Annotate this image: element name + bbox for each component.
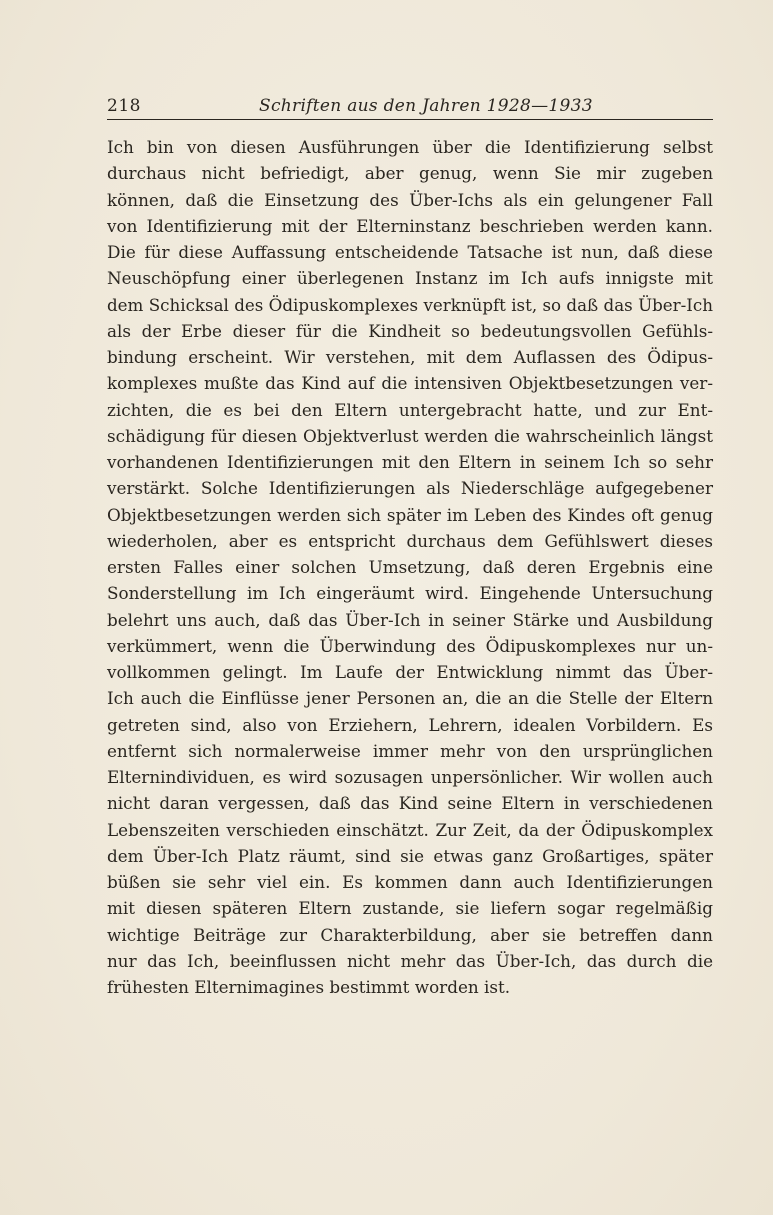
text-line: Die für diese Auffassung entscheidende Tatsache ist nun, daß diese — [107, 242, 713, 262]
text-line: Neuschöpfung einer überlegenen Instanz im Ich aufs innigste mit — [107, 268, 713, 289]
text-line: dem Schicksal des Ödipuskomplexes verknüpft ist, so daß das Über-Ich — [107, 294, 713, 315]
text-line: mit diesen späteren Eltern zustande, sie liefern sogar regelmäßig — [107, 898, 713, 919]
text-line: entfernt sich normalerweise immer mehr von den ursprünglichen — [107, 740, 713, 761]
text-line: dem Über-Ich Platz räumt, sind sie etwas ganz Großartiges, später — [107, 845, 713, 866]
text-line: verkümmert, wenn die Überwindung des Ödipuskomplexes nur un- — [107, 635, 713, 656]
text-line: schädigung für diesen Objektverlust werden die wahrscheinlich längst — [107, 425, 713, 446]
text-line: Ich bin von diesen Ausführungen über die Identifizierung selbst — [107, 137, 713, 157]
text-line: zichten, die es bei den Eltern untergebracht hatte, und zur Ent- — [107, 399, 713, 420]
text-line: durchaus nicht befriedigt, aber genug, wenn Sie mir zugeben — [107, 163, 713, 184]
body-paragraph — [107, 134, 713, 1000]
text-line: Ich auch die Einflüsse jener Personen an, die an die Stelle der Eltern — [107, 688, 713, 709]
text-line: Objektbesetzungen werden sich später im Leben des Kindes oft genug — [107, 504, 713, 525]
header-rule — [107, 119, 713, 120]
page-header — [107, 96, 713, 120]
text-line: nur das Ich, beeinflussen nicht mehr das Über-Ich, das durch die — [107, 950, 713, 971]
text-line: bindung erscheint. Wir verstehen, mit dem Auflassen des Ödipus- — [107, 347, 713, 367]
text-line: nicht daran vergessen, daß das Kind seine Eltern in verschiedenen — [107, 793, 713, 814]
text-line: frühesten Elternimagines bestimmt worden ist. — [107, 977, 511, 997]
text-line: büßen sie sehr viel ein. Es kommen dann auch Identifizierungen — [107, 872, 713, 892]
text-line: vollkommen gelingt. Im Laufe der Entwicklung nimmt das Über- — [107, 662, 713, 682]
text-line: Lebenszeiten verschieden einschätzt. Zur Zeit, da der Ödipuskomplex — [107, 819, 713, 840]
text-line: als der Erbe dieser für die Kindheit so bedeutungsvollen Gefühls- — [107, 320, 713, 341]
text-line: wichtige Beiträge zur Charakterbildung, aber sie betreffen dann — [107, 924, 713, 945]
text-line: verstärkt. Solche Identifizierungen als Niederschläge aufgegebener — [107, 478, 713, 499]
text-line: belehrt uns auch, daß das Über-Ich in seiner Stärke und Ausbildung — [107, 609, 713, 630]
text-line: vorhandenen Identifizierungen mit den Eltern in seinem Ich so sehr — [107, 452, 713, 472]
text-line: ersten Falles einer solchen Umsetzung, daß deren Ergebnis eine — [107, 557, 713, 577]
text-line: Sonderstellung im Ich eingeräumt wird. Eingehende Untersuchung — [107, 583, 713, 604]
running-head: Schriften aus den Jahren 1928—1933 — [259, 96, 593, 116]
text-line: wiederholen, aber es entspricht durchaus dem Gefühlswert dieses — [107, 530, 713, 551]
text-line: Elternindividuen, es wird sozusagen unpersönlicher. Wir wollen auch — [107, 767, 713, 787]
text-line: komplexes mußte das Kind auf die intensiven Objektbesetzungen ver- — [107, 373, 713, 394]
text-line: können, daß die Einsetzung des Über-Ichs als ein gelungener Fall — [107, 189, 713, 210]
text-line: von Identifizierung mit der Elterninstanz beschrieben werden kann. — [107, 215, 713, 236]
text-line: getreten sind, also von Erziehern, Lehrern, idealen Vorbildern. Es — [107, 714, 713, 735]
page-number: 218 — [107, 96, 141, 116]
